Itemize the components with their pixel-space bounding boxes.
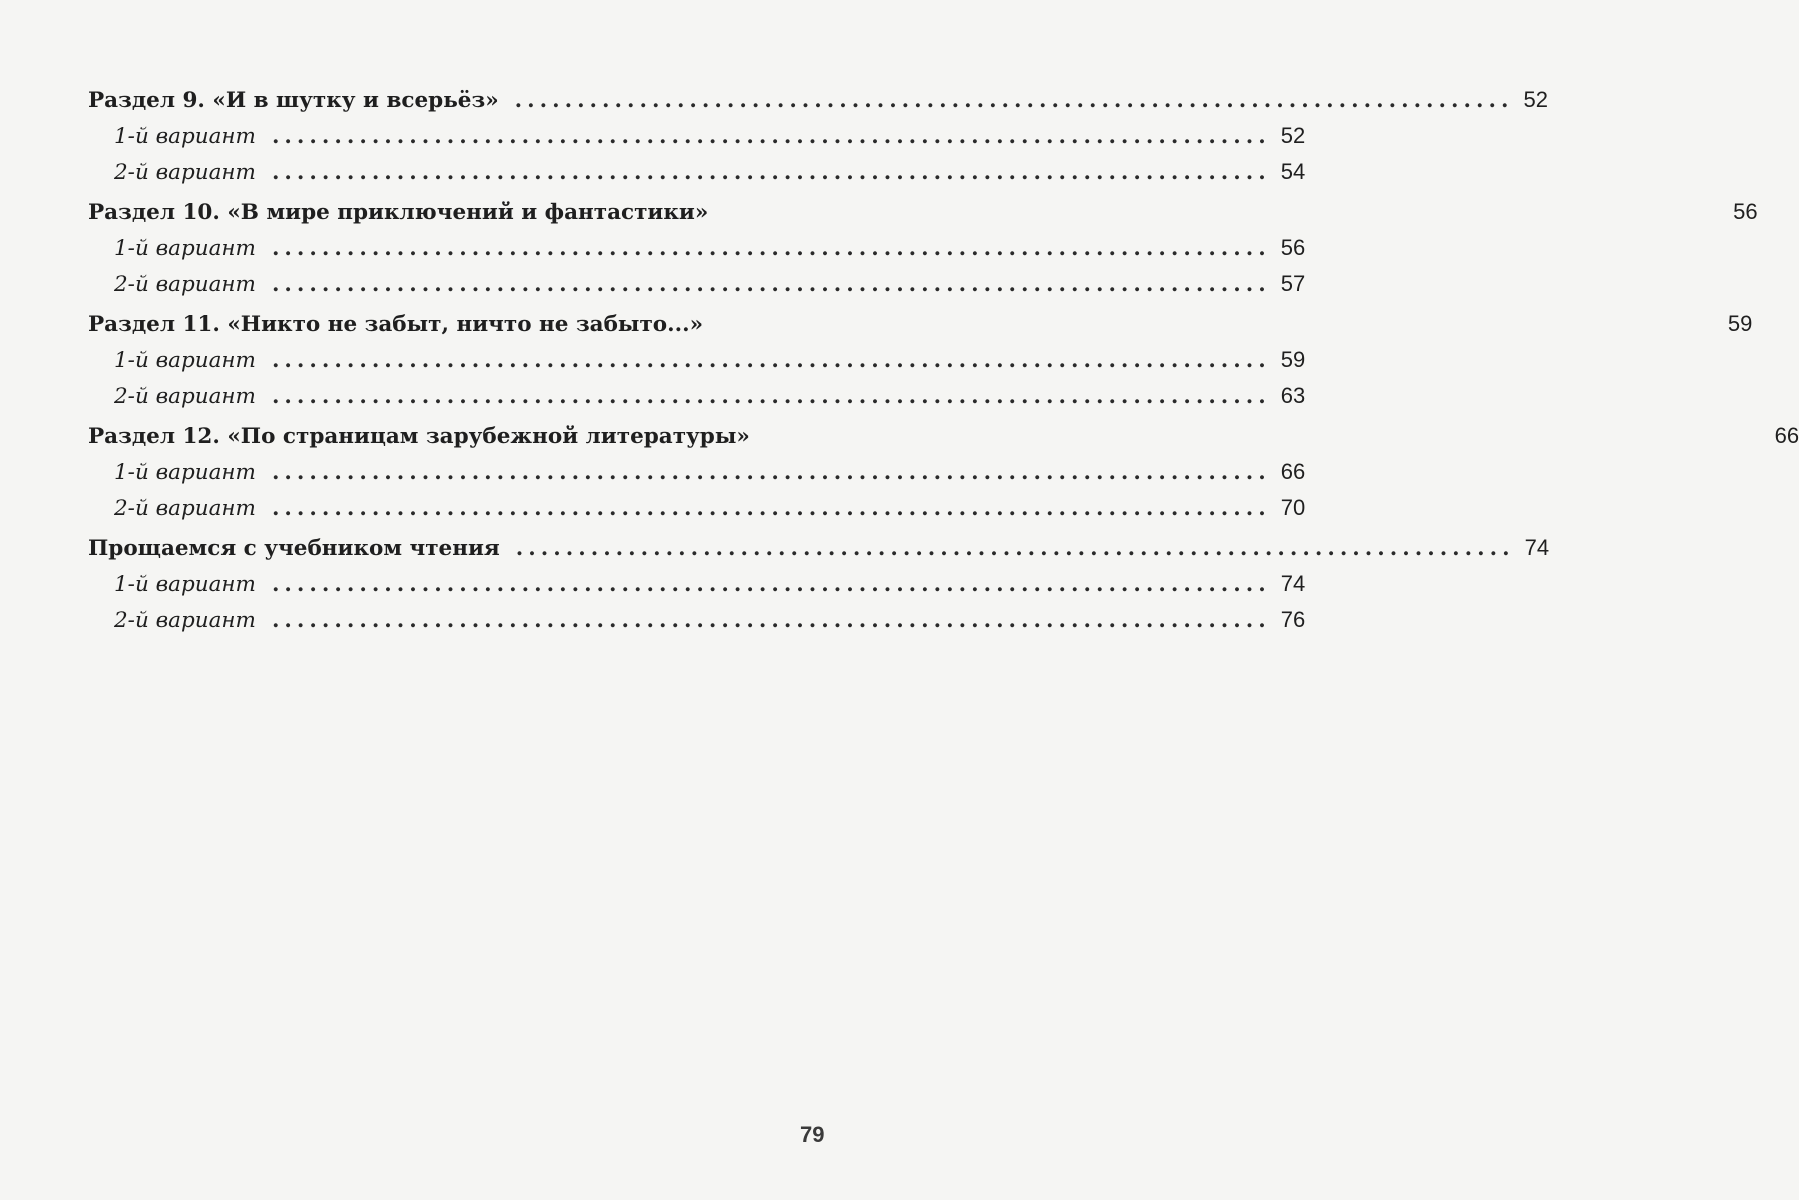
toc-page-number: 59: [1280, 347, 1306, 372]
toc-page-number: 74: [1524, 535, 1550, 560]
toc-page-number: 70: [1280, 495, 1306, 520]
toc-variant-entry: [88, 154, 1306, 190]
toc-entry-label: Прощаемся с учебником чтения: [88, 536, 500, 561]
toc-variant-entry: [88, 230, 1306, 266]
toc-variant-entry: [88, 118, 1306, 154]
dot-leader: ................................................................................: [514, 88, 1514, 113]
toc-page-number: 59: [1727, 311, 1753, 336]
table-of-contents: [88, 82, 1799, 638]
toc-page-number: 52: [1523, 87, 1548, 112]
dot-leader: ................................................................................: [271, 124, 1271, 149]
toc-page-number: 66: [1280, 459, 1306, 484]
page-number: 79: [800, 1122, 825, 1147]
toc-entry-label: 2-й вариант: [114, 608, 256, 633]
toc-entry-label: 1-й вариант: [114, 236, 256, 261]
toc-entry-label: 1-й вариант: [114, 460, 256, 485]
toc-variant-entry: [88, 602, 1306, 638]
toc-page-number: 56: [1733, 199, 1758, 224]
toc-entry-label: Раздел 9. «И в шутку и всерьёз»: [88, 88, 499, 113]
toc-entry-label: 1-й вариант: [114, 572, 256, 597]
toc-page-number: 56: [1280, 235, 1306, 260]
toc-variant-entry: [88, 490, 1306, 526]
toc-entry-label: 1-й вариант: [114, 348, 256, 373]
toc-entry-label: 1-й вариант: [114, 124, 256, 149]
toc-entry-label: Раздел 10. «В мире приключений и фантастики»: [88, 200, 709, 225]
toc-page-number: 54: [1280, 159, 1306, 184]
toc-variant-entry: [88, 378, 1306, 414]
toc-page-number: 66: [1774, 423, 1799, 448]
dot-leader: ................................................................................: [271, 272, 1271, 297]
dot-leader: ................................................................................: [271, 384, 1271, 409]
toc-entry-label: Раздел 12. «По страницам зарубежной литературы»: [88, 424, 750, 449]
toc-page-number: 52: [1280, 123, 1306, 148]
toc-entry-label: 2-й вариант: [114, 160, 256, 185]
toc-section-entry: [88, 194, 1758, 230]
dot-leader: ................................................................................: [271, 236, 1271, 261]
toc-section-entry: [88, 82, 1548, 118]
toc-page-number: 63: [1280, 383, 1306, 408]
dot-leader: ................................................................................: [271, 460, 1271, 485]
toc-page-number: 57: [1280, 271, 1306, 296]
dot-leader: ................................................................................: [271, 160, 1271, 185]
toc-variant-entry: [88, 342, 1306, 378]
dot-leader: ................................................................................: [271, 572, 1271, 597]
toc-entry-label: 2-й вариант: [114, 496, 256, 521]
dot-leader: ................................................................................: [271, 608, 1271, 633]
toc-entry-label: Раздел 11. «Никто не забыт, ничто не забыто...»: [88, 312, 704, 337]
toc-section-entry: [88, 418, 1799, 454]
toc-entry-label: 2-й вариант: [114, 272, 256, 297]
dot-leader: ................................................................................: [271, 348, 1271, 373]
toc-page-number: 74: [1280, 571, 1306, 596]
toc-variant-entry: [88, 454, 1306, 490]
toc-variant-entry: [88, 266, 1306, 302]
toc-page-number: 76: [1280, 607, 1306, 632]
toc-section-entry: [88, 306, 1753, 342]
dot-leader: ................................................................................: [271, 496, 1271, 521]
dot-leader: ................................................................................: [515, 536, 1515, 561]
toc-entry-label: 2-й вариант: [114, 384, 256, 409]
toc-section-entry: [88, 530, 1550, 566]
toc-variant-entry: [88, 566, 1306, 602]
